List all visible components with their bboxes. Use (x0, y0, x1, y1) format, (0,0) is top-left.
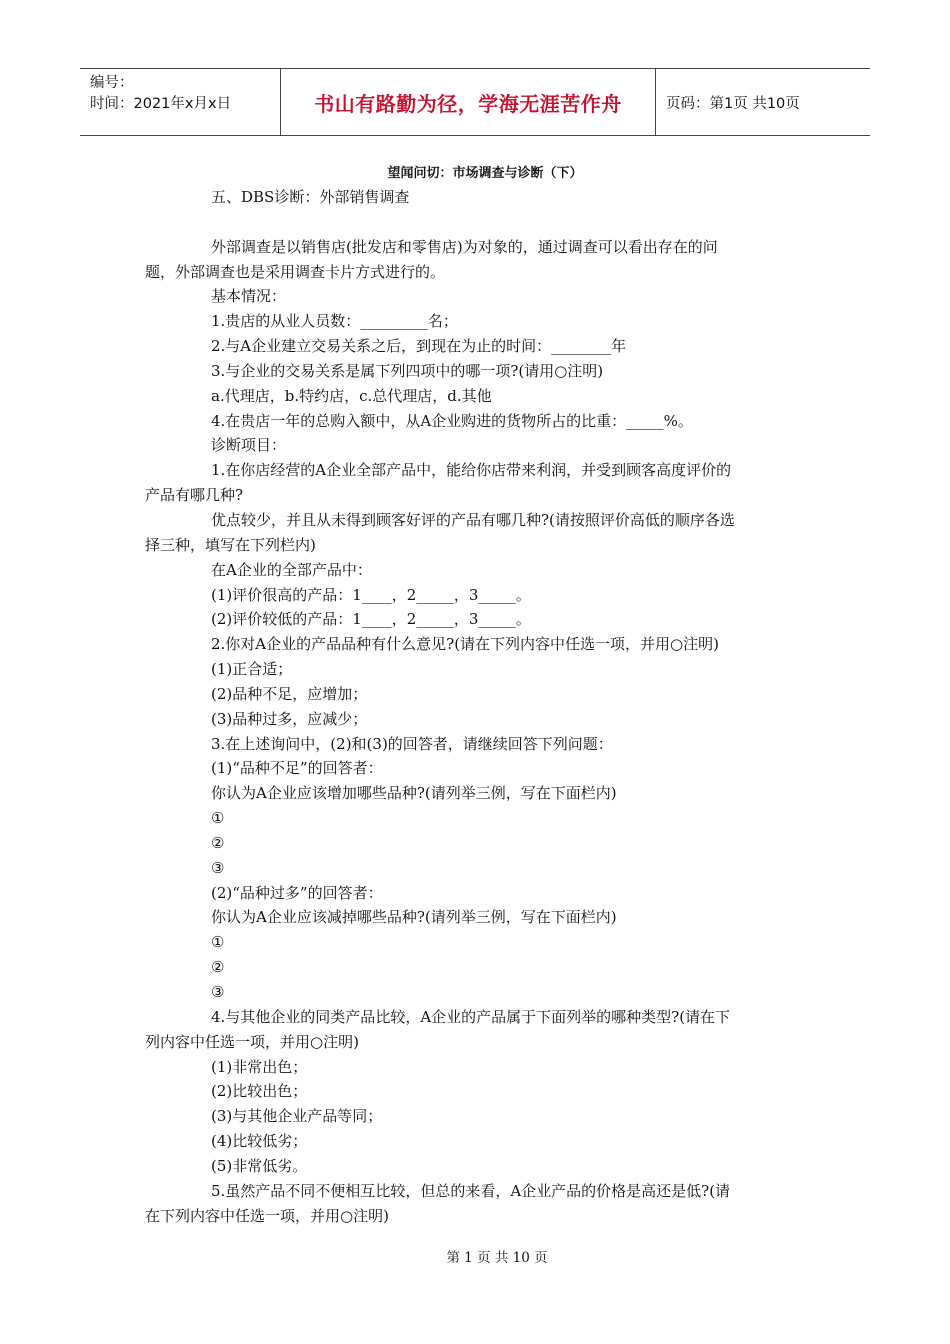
answer-slot: ② (211, 833, 225, 852)
answer-line: (2)评价较低的产品：1____，2_____，3_____。 (211, 610, 531, 629)
question-line: 优点较少，并且从未得到顾客好评的产品有哪几种?(请按照评价高低的顺序各选 (211, 510, 735, 529)
section-heading: 五、DBS诊断：外部销售调查 (211, 188, 410, 206)
question-line: 在下列内容中任选一项，并用○注明) (145, 1206, 389, 1225)
sub-question-line: (1)“品种不足”的回答者： (211, 759, 383, 778)
option-line: (5)非常低劣。 (211, 1156, 308, 1175)
option-line: (4)比较低劣； (211, 1132, 308, 1151)
question-line: 2.与A企业建立交易关系之后，到现在为止的时间：________年 (211, 337, 627, 356)
question-line: 3.在上述询问中，(2)和(3)的回答者，请继续回答下列问题： (211, 734, 613, 753)
page-footer: 第 1 页 共 10 页 (446, 1250, 548, 1266)
header-motto: 书山有路勤为径，学海无涯苦作舟 (280, 69, 656, 135)
blank-line (145, 210, 809, 235)
question-line: 4.与其他企业的同类产品比较，A企业的产品属于下面列举的哪种类型?(请在下 (211, 1007, 731, 1026)
header-meta (80, 69, 280, 135)
question-line: 5.虽然产品不同不便相互比较，但总的来看，A企业产品的价格是高还是低?(请 (211, 1181, 731, 1200)
header-page-code: 页码：第1页 共10页 (666, 95, 800, 112)
answer-slot: ③ (211, 858, 225, 877)
answer-slot: ① (211, 933, 225, 952)
option-line: (3)与其他企业产品等同； (211, 1107, 383, 1126)
option-line: (1)非常出色； (211, 1057, 308, 1076)
answer-slot: ③ (211, 983, 225, 1001)
answer-slot: ① (211, 809, 225, 828)
sub-question-line: (2)“品种过多”的回答者： (211, 883, 383, 902)
question-line: 产品有哪几种? (145, 486, 244, 505)
question-line: 1.贵店的从业人员数：_________名； (211, 312, 458, 331)
question-line: 3.与企业的交易关系是属下列四项中的哪一项?(请用○注明) (211, 361, 604, 380)
subheading: 基本情况： (211, 287, 287, 306)
option-line: a.代理店，b.特约店，c.总代理店，d.其他 (211, 386, 492, 405)
document-title: 望闻问切：市场调查与诊断（下） (387, 166, 583, 181)
option-line: (2)比较出色； (211, 1082, 308, 1101)
question-line: 列内容中任选一项，并用○注明) (145, 1032, 359, 1051)
paragraph-line: 题，外部调查也是采用调查卡片方式进行的。 (145, 262, 446, 281)
option-line: (1)正合适； (211, 660, 293, 679)
document-header (80, 68, 870, 136)
question-line: 1.在你店经营的A企业全部产品中，能给你店带来利润，并受到顾客高度评价的 (211, 461, 732, 480)
document-body (145, 185, 809, 1228)
number-label: 编号： (90, 75, 134, 91)
date-label: 时间：2021年x月x日 (90, 96, 232, 112)
paragraph-line: 在A企业的全部产品中： (211, 560, 372, 579)
option-line: (2)品种不足，应增加； (211, 684, 368, 703)
answer-slot: ② (211, 958, 225, 977)
option-line: (3)品种过多，应减少； (211, 709, 368, 728)
paragraph-line: 外部调查是以销售店(批发店和零售店)为对象的，通过调查可以看出存在的问 (211, 237, 718, 256)
answer-line: (1)评价很高的产品：1____，2_____，3_____。 (211, 585, 531, 604)
question-line: 择三种，填写在下列栏内) (145, 535, 316, 554)
sub-question-line: 你认为A企业应该增加哪些品种?(请列举三例，写在下面栏内) (211, 784, 617, 803)
question-line: 4.在贵店一年的总购入额中，从A企业购进的货物所占的比重：_____%。 (211, 411, 693, 430)
subheading: 诊断项目： (211, 436, 287, 455)
question-line: 2.你对A企业的产品品种有什么意见?(请在下列内容中任选一项，并用○注明) (211, 635, 719, 654)
sub-question-line: 你认为A企业应该减掉哪些品种?(请列举三例，写在下面栏内) (211, 908, 617, 927)
